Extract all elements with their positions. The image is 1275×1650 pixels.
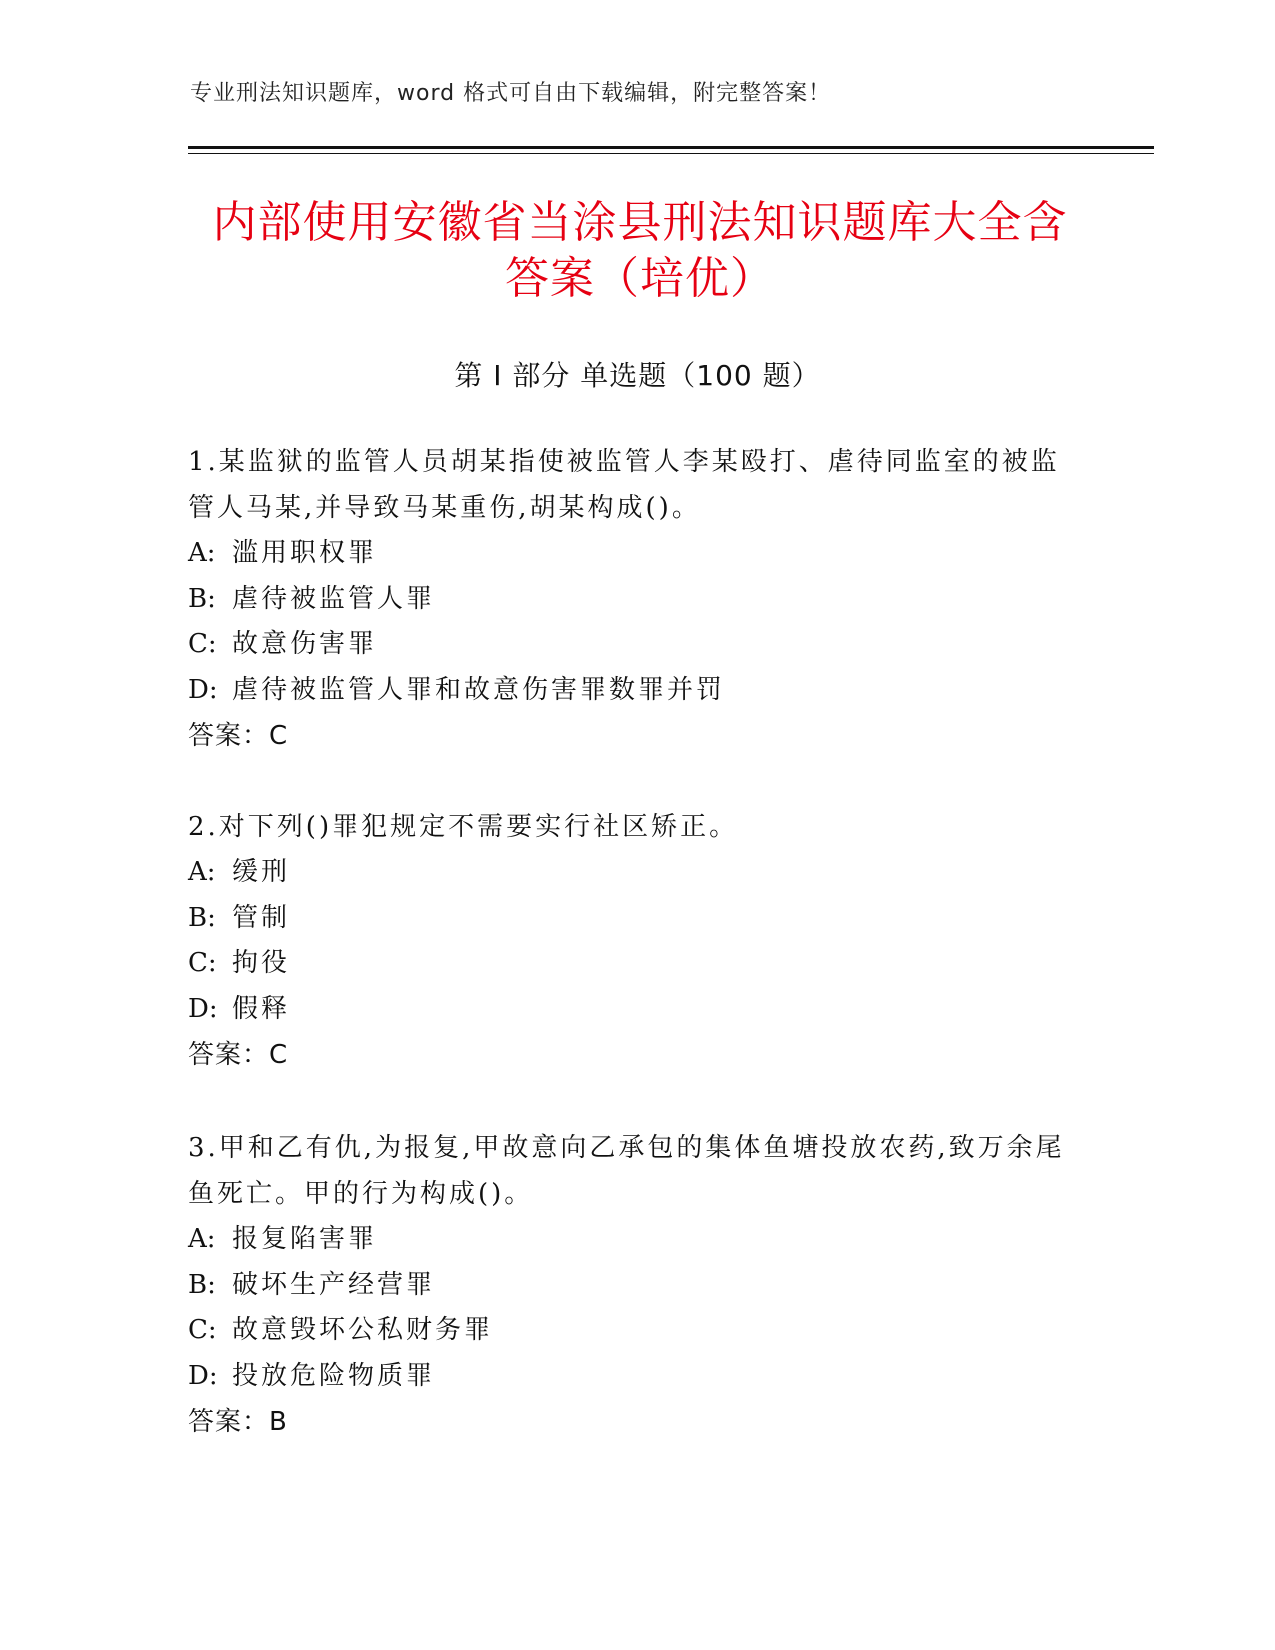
question-stem-line: 鱼死亡。甲的行为构成()。	[188, 1179, 534, 1209]
answer-line: 答案：C	[188, 1040, 289, 1070]
option-key: A:	[188, 1224, 216, 1254]
option-text: 故意毁坏公私财务罪	[232, 1315, 494, 1345]
option-key: B:	[188, 1269, 216, 1300]
option-a	[188, 531, 1088, 577]
question-3	[188, 1125, 1088, 1445]
option-a	[188, 1217, 1088, 1263]
option-b	[188, 577, 1088, 623]
option-key: B:	[188, 583, 216, 614]
option-key: A:	[188, 857, 216, 887]
option-b	[188, 896, 1088, 942]
header-rule-thin	[188, 153, 1154, 154]
option-text: 报复陷害罪	[232, 1224, 378, 1254]
option-key: D:	[188, 1360, 218, 1391]
option-c	[188, 1308, 1088, 1354]
answer-line: 答案：C	[188, 721, 289, 751]
option-c	[188, 941, 1088, 987]
option-text: 虐待被监管人罪	[232, 583, 436, 614]
document-title-line-2: 答案（培优）	[505, 253, 775, 304]
option-key: C:	[188, 629, 217, 659]
option-d	[188, 1354, 1088, 1400]
option-text: 投放危险物质罪	[232, 1360, 436, 1391]
option-key: C:	[188, 948, 217, 978]
question-2	[188, 804, 1088, 1078]
question-stem-line: 3.甲和乙有仇,为报复,甲故意向乙承包的集体鱼塘投放农药,致万余尾	[188, 1133, 1065, 1163]
document-title	[120, 195, 1160, 307]
option-text: 滥用职权罪	[232, 538, 378, 568]
option-key: D:	[188, 674, 218, 705]
option-text: 虐待被监管人罪和故意伤害罪数罪并罚	[232, 674, 726, 705]
option-text: 假释	[232, 993, 291, 1024]
question-stem-line: 2.对下列()罪犯规定不需要实行社区矫正。	[188, 812, 739, 842]
option-text: 破坏生产经营罪	[232, 1269, 436, 1300]
option-d	[188, 987, 1088, 1033]
option-d	[188, 668, 1088, 714]
option-text: 拘役	[232, 948, 291, 978]
option-b	[188, 1263, 1088, 1309]
option-key: D:	[188, 993, 218, 1024]
answer-line: 答案：B	[188, 1407, 288, 1437]
header-note: 专业刑法知识题库，word 格式可自由下载编辑，附完整答案！	[190, 81, 832, 106]
option-key: B:	[188, 902, 216, 933]
question-stem-line: 管人马某,并导致马某重伤,胡某构成()。	[188, 493, 701, 523]
option-text: 缓刑	[232, 857, 291, 887]
option-c	[188, 622, 1088, 668]
option-text: 故意伤害罪	[232, 629, 378, 659]
option-key: C:	[188, 1315, 217, 1345]
header-rule-thick	[188, 146, 1154, 149]
document-title-line-1: 内部使用安徽省当涂县刑法知识题库大全含	[212, 197, 1068, 248]
question-1	[188, 439, 1088, 759]
section-title: 第 I 部分 单选题（100 题）	[454, 359, 821, 392]
question-stem-line: 1.某监狱的监管人员胡某指使被监管人李某殴打、虐待同监室的被监	[188, 447, 1060, 477]
option-text: 管制	[232, 902, 291, 933]
option-a	[188, 850, 1088, 896]
option-key: A:	[188, 538, 216, 568]
